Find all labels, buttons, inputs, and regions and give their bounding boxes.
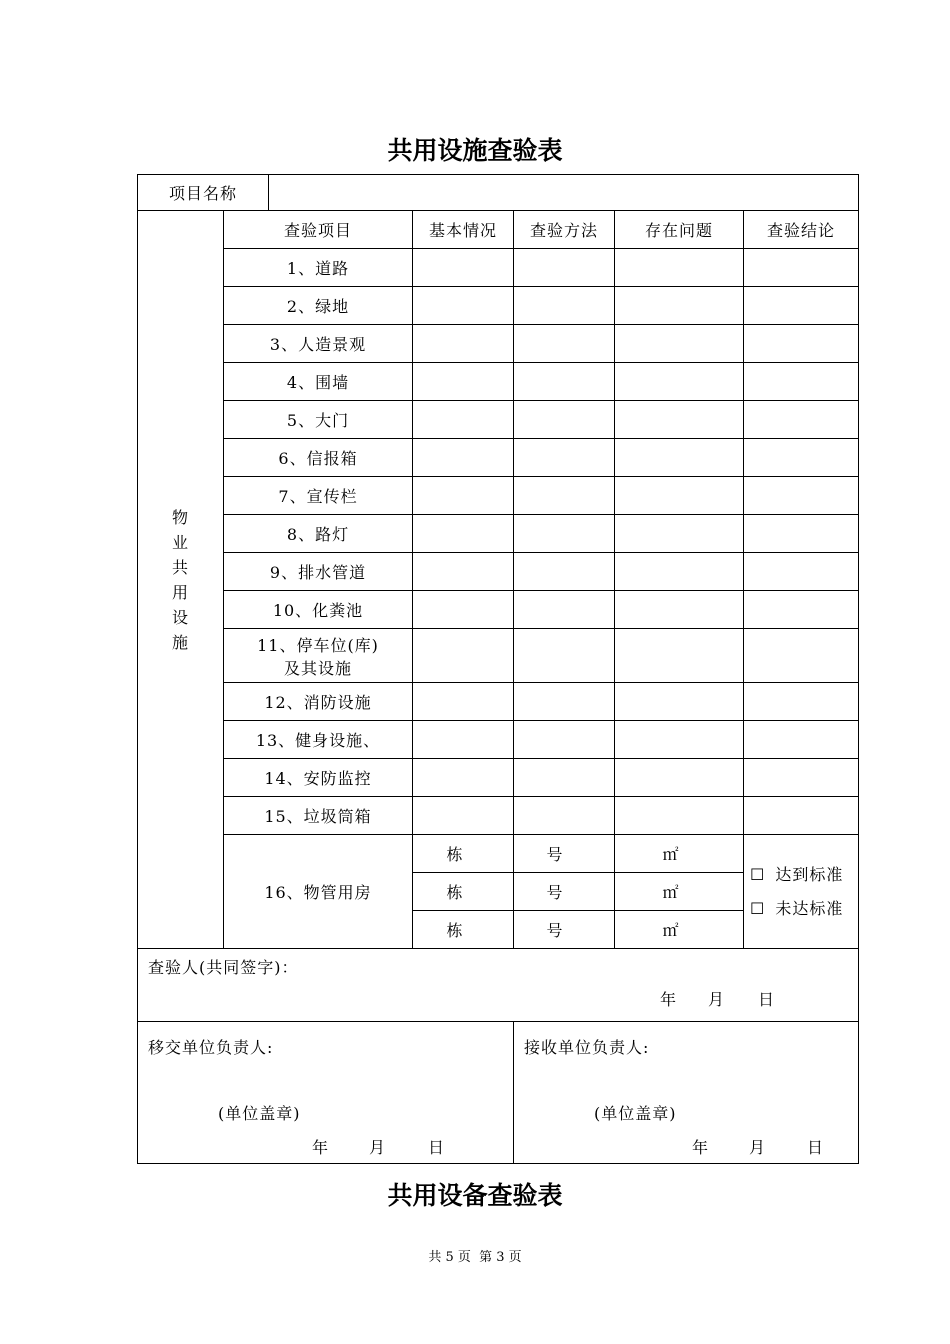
date-day: 日	[758, 990, 776, 1009]
category-label	[138, 211, 224, 949]
conclusion-cell[interactable]	[744, 629, 859, 683]
conclusion-cell[interactable]	[744, 363, 859, 401]
category-char: 业	[171, 532, 189, 552]
next-section-title: 共用设备查验表	[387, 1181, 563, 1210]
item-label: 15、垃圾筒箱	[224, 797, 413, 835]
project-name-label: 项目名称	[138, 175, 269, 211]
method-cell[interactable]	[514, 287, 615, 325]
problem-cell[interactable]	[615, 325, 744, 363]
area-unit[interactable]: ㎡	[615, 873, 744, 911]
item-label: 1、道路	[224, 249, 413, 287]
stamp-label: (单位盖章)	[594, 1103, 677, 1123]
header-basic: 基本情况	[413, 211, 514, 249]
number-unit[interactable]: 号	[514, 911, 615, 949]
method-cell[interactable]	[514, 591, 615, 629]
problem-cell[interactable]	[615, 553, 744, 591]
item-label: 8、路灯	[224, 515, 413, 553]
building-unit[interactable]: 栋	[413, 911, 514, 949]
problem-cell[interactable]	[615, 515, 744, 553]
method-cell[interactable]	[514, 325, 615, 363]
basic-cell[interactable]	[413, 439, 514, 477]
conclusion-cell[interactable]	[744, 591, 859, 629]
building-unit[interactable]: 栋	[413, 873, 514, 911]
page-footer	[0, 1246, 950, 1265]
area-unit[interactable]: ㎡	[615, 835, 744, 873]
current-page: 第 3 页	[479, 1250, 522, 1265]
header-problem: 存在问题	[615, 211, 744, 249]
checkbox-icon[interactable]: ☐	[750, 864, 766, 884]
item-label: 12、消防设施	[224, 683, 413, 721]
method-cell[interactable]	[514, 721, 615, 759]
total-pages: 共 5 页	[428, 1250, 471, 1265]
option-meet-standard[interactable]	[744, 858, 858, 892]
conclusion-cell[interactable]	[744, 439, 859, 477]
item-label	[224, 629, 413, 683]
item-label: 13、健身设施、	[224, 721, 413, 759]
basic-cell[interactable]	[413, 683, 514, 721]
header-item: 查验项目	[224, 211, 413, 249]
method-cell[interactable]	[514, 629, 615, 683]
conclusion-cell[interactable]	[744, 797, 859, 835]
date-day: 日	[807, 1137, 825, 1157]
receive-signature[interactable]	[514, 1022, 859, 1164]
date-year: 年	[312, 1137, 330, 1157]
basic-cell[interactable]	[413, 363, 514, 401]
method-cell[interactable]	[514, 249, 615, 287]
basic-cell[interactable]	[413, 591, 514, 629]
item-label: 3、人造景观	[224, 325, 413, 363]
transfer-label: 移交单位负责人:	[148, 1037, 274, 1057]
basic-cell[interactable]	[413, 629, 514, 683]
date-year: 年	[692, 1137, 710, 1157]
conclusion-cell[interactable]	[744, 721, 859, 759]
page-title: 共用设施查验表	[387, 136, 563, 165]
method-cell[interactable]	[514, 439, 615, 477]
date-year: 年	[660, 990, 678, 1009]
item-label: 14、安防监控	[224, 759, 413, 797]
method-cell[interactable]	[514, 363, 615, 401]
basic-cell[interactable]	[413, 477, 514, 515]
item-label: 7、宣传栏	[224, 477, 413, 515]
method-cell[interactable]	[514, 477, 615, 515]
conclusion-cell[interactable]	[744, 683, 859, 721]
conclusion-cell[interactable]	[744, 249, 859, 287]
basic-cell[interactable]	[413, 759, 514, 797]
item-label: 4、围墙	[224, 363, 413, 401]
problem-cell[interactable]	[615, 591, 744, 629]
date-month: 月	[708, 990, 726, 1009]
building-unit[interactable]: 栋	[413, 835, 514, 873]
basic-cell[interactable]	[413, 325, 514, 363]
date-month: 月	[369, 1137, 387, 1157]
item-label: 5、大门	[224, 401, 413, 439]
option-label: 达到标准	[775, 864, 844, 884]
item-label: 6、信报箱	[224, 439, 413, 477]
receive-label: 接收单位负责人:	[524, 1037, 650, 1057]
conclusion-cell[interactable]	[744, 759, 859, 797]
problem-cell[interactable]	[615, 249, 744, 287]
inspector-signature[interactable]	[138, 949, 859, 1022]
problem-cell[interactable]	[615, 759, 744, 797]
method-cell[interactable]	[514, 401, 615, 439]
problem-cell[interactable]	[615, 683, 744, 721]
problem-cell[interactable]	[615, 721, 744, 759]
area-unit[interactable]: ㎡	[615, 911, 744, 949]
item-label-line: 11、停车位(库)	[257, 635, 379, 655]
stamp-label: (单位盖章)	[218, 1103, 301, 1123]
method-cell[interactable]	[514, 515, 615, 553]
problem-cell[interactable]	[615, 363, 744, 401]
item-label: 10、化粪池	[224, 591, 413, 629]
property-room-label: 16、物管用房	[224, 835, 413, 949]
category-char: 物	[171, 507, 189, 527]
basic-cell[interactable]	[413, 249, 514, 287]
conclusion-cell[interactable]	[744, 401, 859, 439]
conclusion-cell[interactable]	[744, 553, 859, 591]
number-unit[interactable]: 号	[514, 835, 615, 873]
problem-cell[interactable]	[615, 629, 744, 683]
inspection-table	[137, 174, 859, 1164]
basic-cell[interactable]	[413, 287, 514, 325]
problem-cell[interactable]	[615, 477, 744, 515]
project-name-field[interactable]	[269, 175, 859, 211]
method-cell[interactable]	[514, 759, 615, 797]
item-label-line: 及其设施	[284, 658, 353, 678]
header-method: 查验方法	[514, 211, 615, 249]
conclusion-cell[interactable]	[744, 515, 859, 553]
header-conclusion: 查验结论	[744, 211, 859, 249]
conclusion-cell[interactable]	[744, 477, 859, 515]
conclusion-cell[interactable]	[744, 287, 859, 325]
category-char: 共	[171, 557, 189, 577]
date-day: 日	[428, 1137, 446, 1157]
checkbox-icon[interactable]: ☐	[750, 898, 766, 918]
basic-cell[interactable]	[413, 515, 514, 553]
problem-cell[interactable]	[615, 797, 744, 835]
basic-cell[interactable]	[413, 553, 514, 591]
method-cell[interactable]	[514, 797, 615, 835]
conclusion-cell[interactable]	[744, 325, 859, 363]
inspector-label: 查验人(共同签字)：	[148, 958, 299, 977]
option-not-meet-standard[interactable]	[744, 892, 858, 926]
method-cell[interactable]	[514, 553, 615, 591]
option-label: 未达标准	[775, 898, 844, 918]
basic-cell[interactable]	[413, 797, 514, 835]
method-cell[interactable]	[514, 683, 615, 721]
basic-cell[interactable]	[413, 721, 514, 759]
item-label: 2、绿地	[224, 287, 413, 325]
item-label: 9、排水管道	[224, 553, 413, 591]
category-char: 用	[171, 582, 189, 602]
category-char: 施	[171, 632, 189, 652]
date-month: 月	[749, 1137, 767, 1157]
category-char: 设	[171, 607, 189, 627]
problem-cell[interactable]	[615, 401, 744, 439]
problem-cell[interactable]	[615, 439, 744, 477]
number-unit[interactable]: 号	[514, 873, 615, 911]
transfer-signature[interactable]	[138, 1022, 514, 1164]
room-conclusion	[744, 835, 859, 949]
problem-cell[interactable]	[615, 287, 744, 325]
basic-cell[interactable]	[413, 401, 514, 439]
